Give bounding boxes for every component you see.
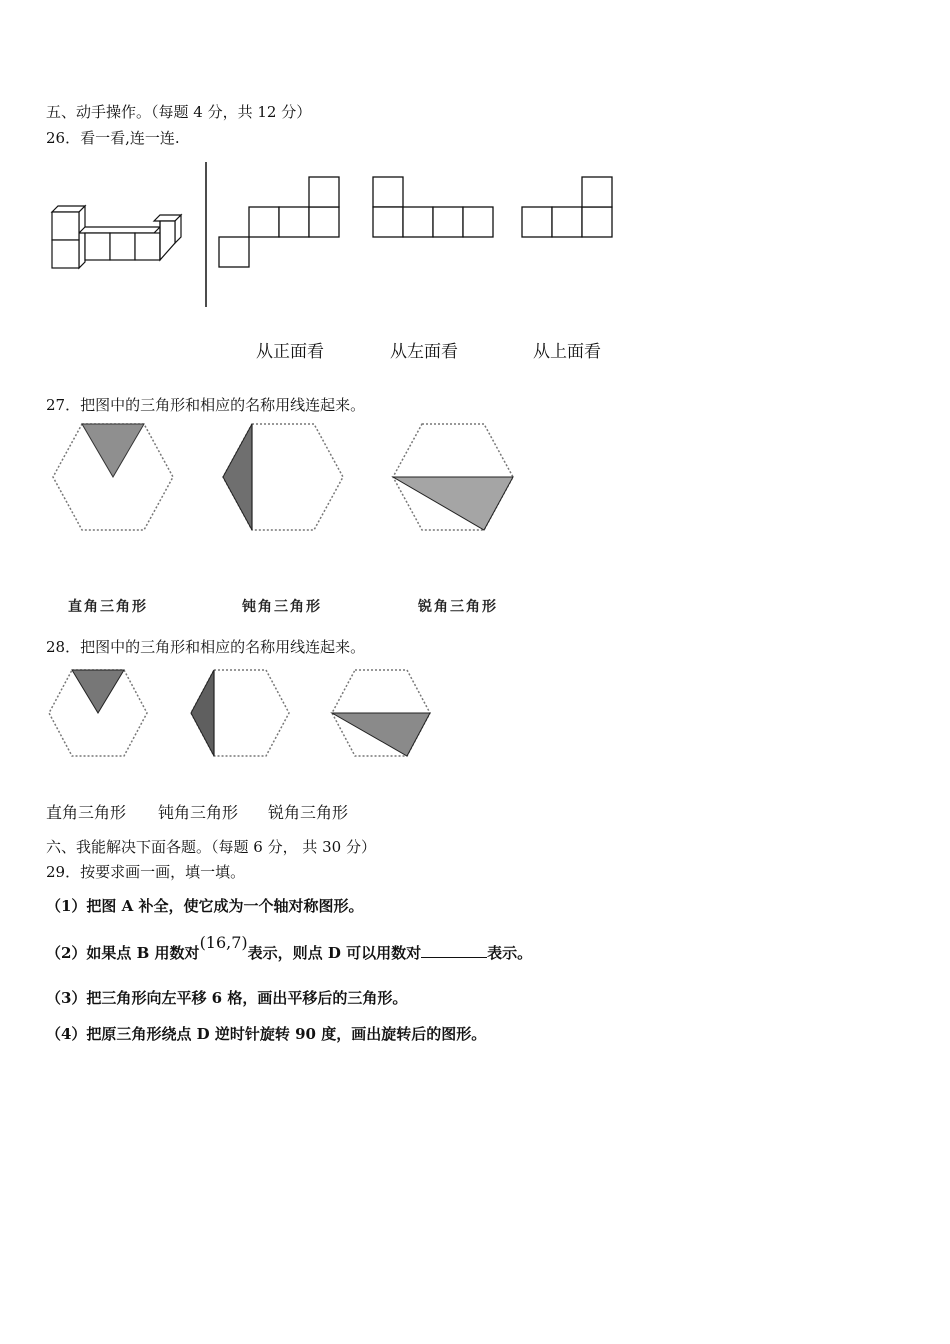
view-label-left: 从左面看	[390, 342, 458, 362]
q28-label-obtuse-triangle: 钝角三角形	[158, 803, 239, 822]
view-label-top: 从上面看	[533, 342, 601, 362]
q29-item-1: （1）把图 A 补全，使它成为一个轴对称图形。	[46, 897, 364, 915]
q27-label-acute-triangle: 锐角三角形	[418, 599, 498, 615]
cube-solid-figure	[50, 205, 190, 275]
q28-label-acute-triangle: 锐角三角形	[268, 803, 349, 822]
q28-hexagon-2	[188, 668, 292, 760]
q29-item-2-suffix: 表示。	[487, 944, 533, 962]
q27-hexagon-3	[390, 422, 516, 534]
q27-hexagon-1	[50, 422, 176, 534]
q28-label-right-triangle: 直角三角形	[46, 803, 127, 822]
question-29-title: 29．按要求画一画，填一填。	[46, 863, 246, 881]
q27-label-obtuse-triangle: 钝角三角形	[242, 599, 322, 615]
q28-hexagon-3	[329, 668, 433, 760]
q27-hexagon-2	[220, 422, 346, 534]
question-26-title: 26．看一看,连一连.	[46, 129, 180, 147]
point-b-coordinate: (16,7)	[199, 933, 248, 952]
q29-item-2	[46, 933, 533, 962]
section-6-heading: 六、我能解决下面各题。（每题 6 分， 共 30 分）	[46, 838, 376, 856]
view-label-front: 从正面看	[256, 342, 324, 362]
q28-hexagon-1	[46, 668, 150, 760]
view-shape-1	[218, 175, 343, 270]
view-shape-3	[521, 175, 616, 240]
q27-triangle-2	[223, 424, 252, 530]
divider-line	[204, 162, 208, 307]
section-5-heading: 五、动手操作。（每题 4 分，共 12 分）	[46, 103, 312, 121]
q29-item-2-prefix: （2）如果点 B 用数对	[46, 944, 200, 962]
answer-blank[interactable]	[421, 943, 487, 958]
q29-item-3: （3）把三角形向左平移 6 格，画出平移后的三角形。	[46, 989, 408, 1007]
q29-item-2-middle: 表示，则点 D 可以用数对	[247, 944, 422, 962]
view-shape-2	[372, 175, 497, 240]
q28-triangle-2	[191, 670, 214, 756]
question-27-title: 27．把图中的三角形和相应的名称用线连起来。	[46, 396, 366, 414]
q27-label-right-triangle: 直角三角形	[68, 599, 148, 615]
q29-item-4: （4）把原三角形绕点 D 逆时针旋转 90 度，画出旋转后的图形。	[46, 1025, 487, 1043]
question-28-title: 28．把图中的三角形和相应的名称用线连起来。	[46, 638, 366, 656]
